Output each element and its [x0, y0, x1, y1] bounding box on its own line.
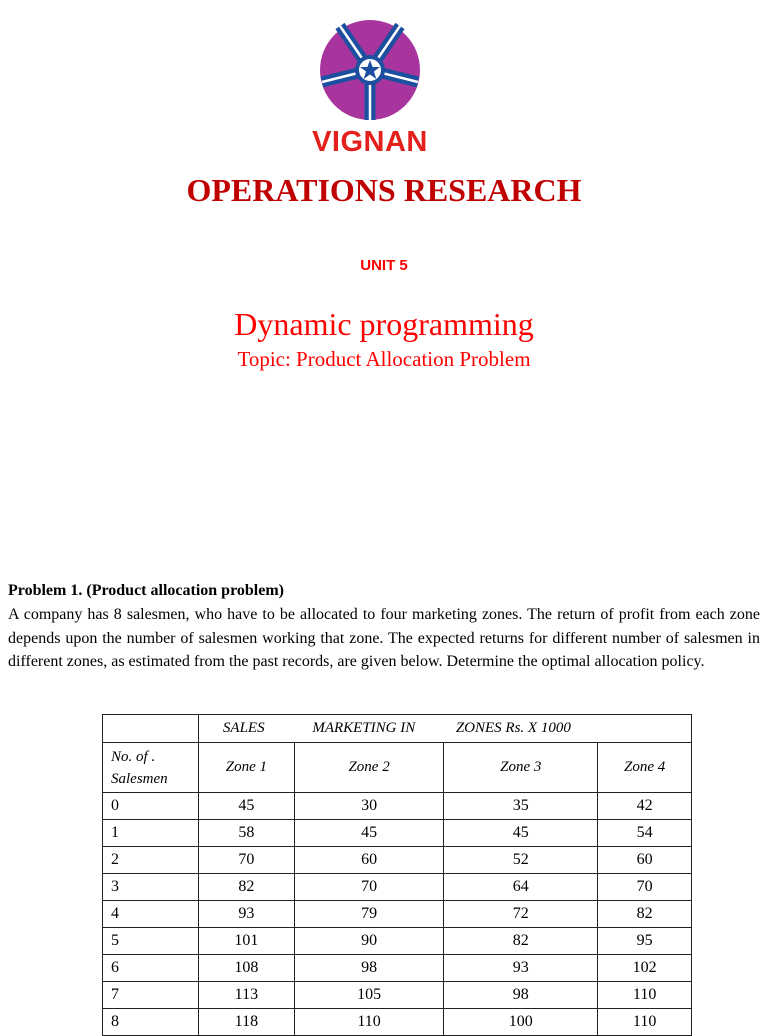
return-cell: 110 [598, 982, 692, 1009]
return-cell: 52 [444, 847, 598, 874]
return-cell: 45 [444, 820, 598, 847]
salesmen-header-line2: Salesmen [111, 770, 168, 787]
return-cell: 42 [598, 793, 692, 820]
header-sales: SALES [198, 715, 294, 743]
table-row [103, 1009, 692, 1036]
salesmen-count-cell: 0 [103, 793, 199, 820]
problem-title: Problem 1. (Product allocation problem) [8, 582, 284, 599]
salesmen-count-cell: 1 [103, 820, 199, 847]
table-row [103, 847, 692, 874]
salesmen-count-cell: 3 [103, 874, 199, 901]
return-cell: 60 [598, 847, 692, 874]
return-cell: 95 [598, 928, 692, 955]
table-header-row [103, 715, 692, 743]
subject-title: Dynamic programming [234, 306, 534, 342]
return-cell: 118 [198, 1009, 294, 1036]
salesmen-header-line1: No. of . [111, 748, 156, 765]
table-row [103, 928, 692, 955]
return-cell: 90 [294, 928, 443, 955]
zone-header: Zone 2 [294, 743, 443, 793]
header-empty-cell [598, 715, 692, 743]
return-cell: 54 [598, 820, 692, 847]
return-cell: 45 [294, 820, 443, 847]
return-cell: 70 [294, 874, 443, 901]
problem-statement: A company has 8 salesmen, who have to be allocated to four marketing zones. The return of profit from each zone depends upon the number of salesmen working that zone. The expected returns for different number of salesmen in different zones, as estimated from the past records, are given below. Determine the optimal allocation policy. [8, 606, 760, 670]
salesmen-count-cell: 6 [103, 955, 199, 982]
unit-label: UNIT 5 [360, 257, 408, 274]
salesmen-count-cell: 2 [103, 847, 199, 874]
return-cell: 110 [294, 1009, 443, 1036]
return-cell: 64 [444, 874, 598, 901]
return-cell: 35 [444, 793, 598, 820]
return-cell: 58 [198, 820, 294, 847]
salesmen-column-header [103, 743, 199, 793]
return-cell: 101 [198, 928, 294, 955]
vignan-emblem-icon [318, 18, 422, 122]
vignan-logo [300, 18, 440, 158]
header-empty-cell [103, 715, 199, 743]
topic-title: Topic: Product Allocation Problem [237, 347, 531, 371]
table-row [103, 901, 692, 928]
returns-table [102, 714, 692, 1036]
return-cell: 105 [294, 982, 443, 1009]
return-cell: 102 [598, 955, 692, 982]
salesmen-count-cell: 8 [103, 1009, 199, 1036]
return-cell: 79 [294, 901, 443, 928]
return-cell: 82 [198, 874, 294, 901]
table-row [103, 982, 692, 1009]
return-cell: 45 [198, 793, 294, 820]
return-cell: 93 [444, 955, 598, 982]
return-cell: 98 [294, 955, 443, 982]
course-title: OPERATIONS RESEARCH [186, 172, 582, 208]
return-cell: 110 [598, 1009, 692, 1036]
return-cell: 113 [198, 982, 294, 1009]
header-marketing-in: MARKETING IN [294, 715, 443, 743]
salesmen-count-cell: 5 [103, 928, 199, 955]
vignan-logo-text: VIGNAN [312, 126, 428, 158]
zone-header: Zone 3 [444, 743, 598, 793]
return-cell: 100 [444, 1009, 598, 1036]
return-cell: 82 [598, 901, 692, 928]
return-cell: 72 [444, 901, 598, 928]
table-row [103, 955, 692, 982]
return-cell: 93 [198, 901, 294, 928]
table-row [103, 793, 692, 820]
table-row [103, 820, 692, 847]
zone-header: Zone 4 [598, 743, 692, 793]
return-cell: 82 [444, 928, 598, 955]
return-cell: 98 [444, 982, 598, 1009]
return-cell: 60 [294, 847, 443, 874]
salesmen-count-cell: 4 [103, 901, 199, 928]
return-cell: 70 [598, 874, 692, 901]
table-row [103, 874, 692, 901]
zone-header-row [103, 743, 692, 793]
header-zones: ZONES Rs. X 1000 [444, 715, 598, 743]
zone-header: Zone 1 [198, 743, 294, 793]
salesmen-count-cell: 7 [103, 982, 199, 1009]
return-cell: 108 [198, 955, 294, 982]
return-cell: 30 [294, 793, 443, 820]
return-cell: 70 [198, 847, 294, 874]
